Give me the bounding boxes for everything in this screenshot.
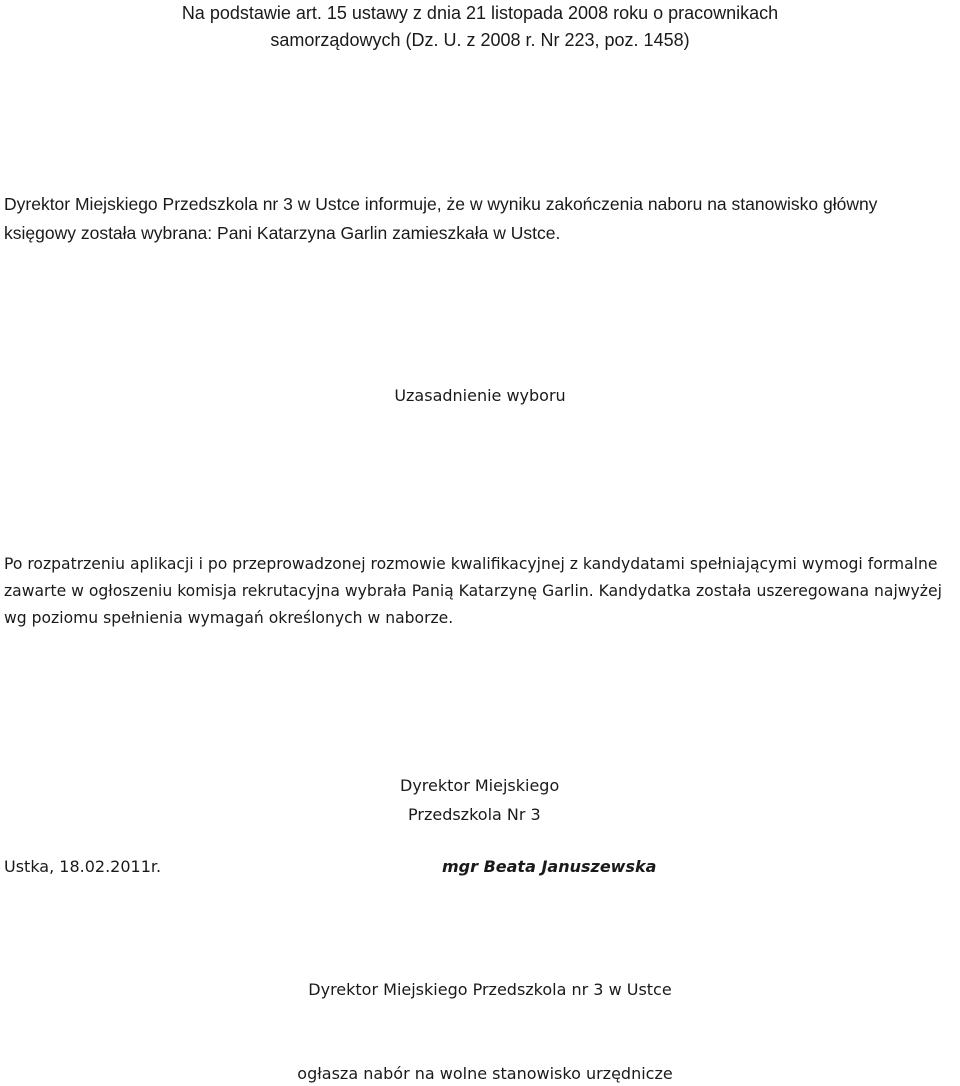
footer-title: Dyrektor Miejskiego Przedszkola nr 3 w Ustce	[308, 980, 672, 999]
signature-organization	[400, 771, 600, 829]
footer-subtitle: ogłasza nabór na wolne stanowisko urzędnicze	[297, 1064, 673, 1083]
signature-org-line-2: Przedszkola Nr 3	[408, 805, 541, 824]
justification-paragraph: Po rozpatrzeniu aplikacji i po przeprowadzonej rozmowie kwalifikacyjnej z kandydatami spełniającymi wymogi formalne zawarte w ogłoszeniu komisja rekrutacyjna wybrała Panią Katarzynę Garlin. Kandydatka została uszeregowana najwyżej wg poziomu spełnienia wymagań określonych w naborze.	[4, 555, 942, 627]
announcement-paragraph: Dyrektor Miejskiego Przedszkola nr 3 w Ustce informuje, że w wyniku zakończenia naboru na stanowisko główny księgowy została wybrana: Pani Katarzyna Garlin zamieszkała w Ustce.	[4, 194, 878, 243]
legal-basis-line-1: Na podstawie art. 15 ustawy z dnia 21 listopada 2008 roku o pracownikach	[181, 3, 779, 23]
justification-heading: Uzasadnienie wyboru	[394, 386, 566, 405]
signer-name: mgr Beata Januszewska	[442, 857, 657, 876]
legal-basis-header	[0, 0, 960, 54]
legal-basis-line-2: samorządowych (Dz. U. z 2008 r. Nr 223, poz. 1458)	[270, 30, 690, 50]
signature-org-line-1: Dyrektor Miejskiego	[400, 776, 560, 795]
place-date: Ustka, 18.02.2011r.	[4, 857, 162, 876]
